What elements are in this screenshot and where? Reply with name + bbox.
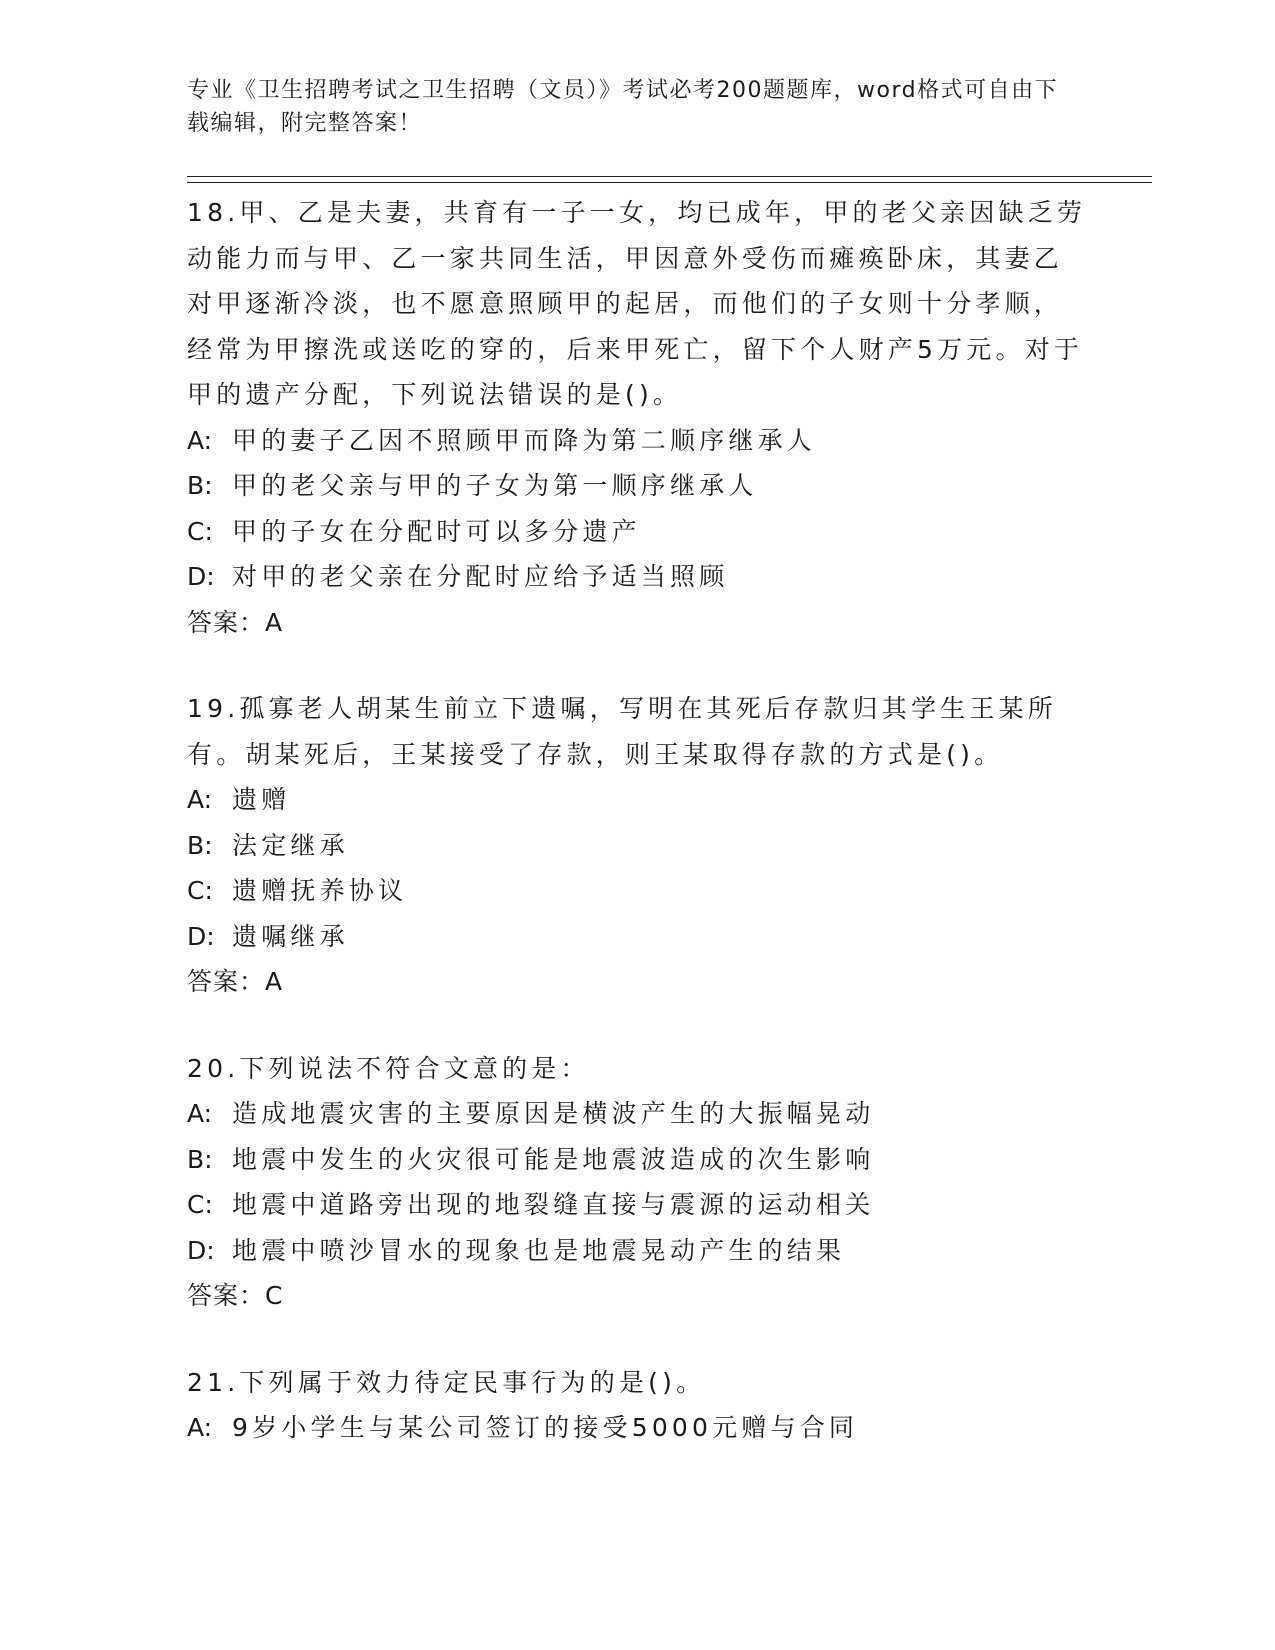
option-label: A:	[187, 785, 213, 814]
answer-line: 答案：C	[187, 1281, 284, 1310]
option-text: 对甲的老父亲在分配时应给予适当照顾	[232, 562, 729, 591]
question-stem: 18.甲、乙是夫妻，共育有一子一女，均已成年，甲的老父亲因缺乏劳动能力而与甲、乙一家共同生活，甲因意外受伤而瘫痪卧床，其妻乙对甲逐渐冷淡，也不愿意照顾甲的起居，而他们的子女则十分孝顺，经常为甲擦洗或送吃的穿的，后来甲死亡，留下个人财产5万元。对于甲的遗产分配，下列说法错误的是()。	[187, 198, 1087, 409]
option-label: C:	[187, 516, 213, 546]
option-c	[187, 868, 1087, 914]
option-label: A:	[187, 1099, 213, 1128]
option-label: C:	[187, 876, 213, 905]
option-a	[187, 1091, 1087, 1137]
option-text: 法定继承	[232, 830, 349, 860]
option-d	[187, 1228, 1087, 1274]
option-b	[187, 463, 1087, 509]
header-divider-bottom	[187, 182, 1152, 183]
option-label: B:	[187, 830, 213, 860]
option-text: 地震中喷沙冒水的现象也是地震晃动产生的结果	[232, 1235, 846, 1265]
option-label: A:	[187, 425, 213, 455]
answer-line: 答案：A	[187, 607, 284, 637]
question-stem: 19.孤寡老人胡某生前立下遗嘱，写明在其死后存款归其学生王某所有。胡某死后，王某接受了存款，则王某取得存款的方式是()。	[187, 694, 1057, 769]
question-20	[187, 1046, 1087, 1319]
option-label: A:	[187, 1413, 213, 1442]
document-header: 专业《卫生招聘考试之卫生招聘（文员）》考试必考200题题库，word格式可自由下载编辑，附完整答案！	[187, 78, 1059, 136]
option-b	[187, 1137, 1087, 1183]
option-a	[187, 1405, 1087, 1451]
option-text: 甲的妻子乙因不照顾甲而降为第二顺序继承人	[232, 425, 817, 455]
option-text: 地震中道路旁出现的地裂缝直接与震源的运动相关	[232, 1190, 875, 1219]
option-label: D:	[187, 921, 215, 951]
option-c	[187, 1182, 1087, 1228]
question-21	[187, 1360, 1087, 1451]
question-stem: 21.下列属于效力待定民事行为的是()。	[187, 1367, 706, 1397]
option-d	[187, 554, 1087, 600]
option-text: 遗赠	[232, 785, 291, 814]
option-text: 遗赠抚养协议	[232, 876, 408, 905]
option-b	[187, 823, 1087, 869]
question-list	[187, 190, 1087, 1492]
option-text: 造成地震灾害的主要原因是横波产生的大振幅晃动	[232, 1099, 875, 1128]
option-label: B:	[187, 1144, 213, 1174]
option-c	[187, 509, 1087, 555]
answer-line: 答案：A	[187, 967, 284, 996]
option-text: 9岁小学生与某公司签订的接受5000元赠与合同	[232, 1413, 859, 1442]
option-label: B:	[187, 471, 213, 500]
option-label: D:	[187, 1235, 215, 1265]
question-stem: 20.下列说法不符合文意的是：	[187, 1053, 590, 1083]
option-text: 甲的老父亲与甲的子女为第一顺序继承人	[232, 471, 758, 500]
question-19	[187, 686, 1087, 1005]
option-text: 地震中发生的火灾很可能是地震波造成的次生影响	[232, 1144, 875, 1174]
question-18	[187, 190, 1087, 645]
option-a	[187, 418, 1087, 464]
option-text: 甲的子女在分配时可以多分遗产	[232, 516, 641, 546]
option-a	[187, 777, 1087, 823]
option-label: D:	[187, 562, 215, 591]
option-label: C:	[187, 1190, 213, 1219]
option-d	[187, 914, 1087, 960]
option-text: 遗嘱继承	[232, 921, 349, 951]
header-divider-top	[187, 176, 1152, 177]
